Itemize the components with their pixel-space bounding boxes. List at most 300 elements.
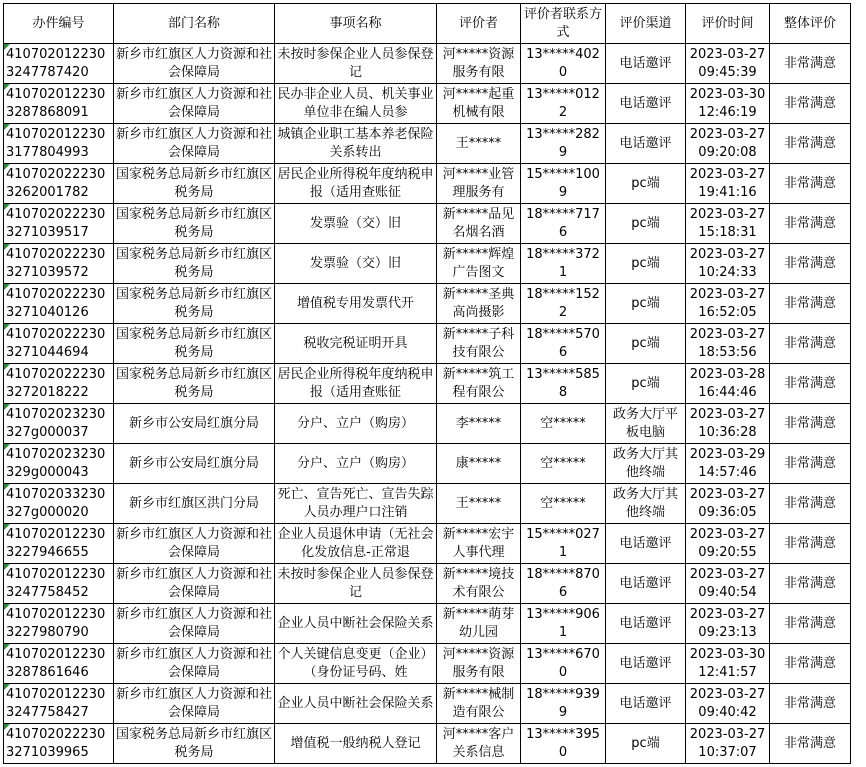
cell-channel-text: 电话邀评	[619, 615, 672, 631]
cell-channel[interactable]	[606, 444, 686, 484]
cell-evaluator[interactable]	[437, 124, 521, 164]
cell-id-text: 4107020122303247787420	[6, 46, 106, 80]
cell-contact[interactable]	[521, 444, 606, 484]
cell-time[interactable]	[686, 204, 770, 244]
cell-overall[interactable]	[770, 604, 851, 644]
cell-time[interactable]	[686, 124, 770, 164]
cell-channel[interactable]	[606, 164, 686, 204]
table-row[interactable]	[4, 284, 851, 324]
table-row[interactable]	[4, 604, 851, 644]
cell-dept-text: 新乡市红旗区人力资源和社会保障局	[115, 566, 272, 600]
cell-channel[interactable]	[606, 484, 686, 524]
cell-dept-text: 新乡市红旗区人力资源和社会保障局	[115, 46, 272, 80]
cell-id[interactable]	[4, 444, 114, 484]
cell-time[interactable]	[686, 524, 770, 564]
cell-evaluator[interactable]	[437, 484, 521, 524]
cell-id-text: 4107020122303287861646	[6, 646, 106, 680]
cell-item[interactable]	[275, 124, 437, 164]
cell-overall-text: 非常满意	[783, 375, 836, 391]
cell-time[interactable]	[686, 484, 770, 524]
cell-id-text: 4107020122303227980790	[6, 606, 106, 640]
cell-channel[interactable]	[606, 124, 686, 164]
cell-evaluator-text: 王*****	[455, 135, 502, 151]
cell-contact-text: 18*****3721	[526, 246, 600, 280]
cell-evaluator-text: 新*****筑工程有限公	[442, 366, 515, 400]
cell-time[interactable]	[686, 684, 770, 724]
cell-item[interactable]	[275, 284, 437, 324]
cell-dept[interactable]	[114, 404, 275, 444]
cell-channel[interactable]	[606, 284, 686, 324]
cell-time[interactable]	[686, 404, 770, 444]
cell-channel[interactable]	[606, 684, 686, 724]
cell-contact[interactable]	[521, 44, 606, 84]
cell-marker-icon	[4, 84, 10, 90]
cell-item-text: 发票验（交）旧	[309, 255, 401, 271]
cell-overall-text: 非常满意	[783, 335, 836, 351]
cell-id[interactable]	[4, 84, 114, 124]
cell-evaluator[interactable]	[437, 724, 521, 764]
cell-overall-text: 非常满意	[783, 495, 836, 511]
cell-evaluator-text: 新*****宏宇人事代理	[442, 526, 515, 560]
cell-id[interactable]	[4, 124, 114, 164]
cell-marker-icon	[4, 324, 10, 330]
cell-evaluator[interactable]	[437, 564, 521, 604]
cell-evaluator-text: 新*****圣典高尚摄影	[442, 286, 515, 320]
cell-id-text: 410702023230329g000043	[6, 446, 106, 480]
cell-overall-text: 非常满意	[783, 655, 836, 671]
cell-id[interactable]	[4, 604, 114, 644]
cell-overall[interactable]	[770, 284, 851, 324]
cell-overall[interactable]	[770, 444, 851, 484]
cell-evaluator[interactable]	[437, 324, 521, 364]
table-row[interactable]	[4, 484, 851, 524]
cell-item[interactable]	[275, 524, 437, 564]
evaluation-table	[3, 3, 851, 764]
cell-id-text: 4107020222303271044694	[6, 326, 106, 360]
cell-dept-text: 新乡市红旗区人力资源和社会保障局	[115, 526, 272, 560]
cell-channel-text: pc端	[631, 255, 660, 271]
cell-id-text: 4107020122303247758452	[6, 566, 106, 600]
cell-time[interactable]	[686, 564, 770, 604]
cell-item[interactable]	[275, 684, 437, 724]
cell-contact-text: 15*****0271	[526, 526, 600, 560]
cell-overall[interactable]	[770, 724, 851, 764]
cell-channel[interactable]	[606, 44, 686, 84]
cell-dept-text: 国家税务总局新乡市红旗区税务局	[115, 286, 272, 320]
cell-item[interactable]	[275, 244, 437, 284]
cell-item-text: 分户、立户（购房）	[296, 415, 414, 431]
cell-time[interactable]	[686, 44, 770, 84]
cell-item[interactable]	[275, 364, 437, 404]
cell-channel[interactable]	[606, 244, 686, 284]
cell-channel-text: pc端	[631, 295, 660, 311]
cell-overall-text: 非常满意	[783, 175, 836, 191]
cell-item-text: 税收完税证明开具	[303, 335, 408, 351]
cell-id[interactable]	[4, 524, 114, 564]
table-row[interactable]	[4, 164, 851, 204]
cell-contact[interactable]	[521, 404, 606, 444]
cell-channel-text: pc端	[631, 375, 660, 391]
table-row[interactable]	[4, 84, 851, 124]
table-row[interactable]	[4, 724, 851, 764]
cell-item-text: 发票验（交）旧	[309, 215, 401, 231]
cell-contact[interactable]	[521, 724, 606, 764]
cell-dept[interactable]	[114, 244, 275, 284]
cell-id[interactable]	[4, 204, 114, 244]
cell-overall[interactable]	[770, 364, 851, 404]
cell-overall[interactable]	[770, 684, 851, 724]
cell-overall-text: 非常满意	[783, 255, 836, 271]
cell-item[interactable]	[275, 204, 437, 244]
cell-overall[interactable]	[770, 404, 851, 444]
cell-item-text: 分户、立户（购房）	[296, 455, 414, 471]
cell-contact[interactable]	[521, 564, 606, 604]
cell-evaluator[interactable]	[437, 444, 521, 484]
cell-overall-text: 非常满意	[783, 135, 836, 151]
cell-dept[interactable]	[114, 84, 275, 124]
cell-evaluator-text: 康*****	[455, 455, 502, 471]
cell-evaluator-text: 新*****子科技有限公	[442, 326, 515, 360]
cell-evaluator-text: 新*****械制造有限公	[442, 686, 515, 720]
cell-contact[interactable]	[521, 244, 606, 284]
cell-item-text: 未按时参保企业人员参保登记	[277, 566, 434, 600]
cell-contact[interactable]	[521, 84, 606, 124]
cell-contact[interactable]	[521, 324, 606, 364]
cell-dept-text: 新乡市红旗区人力资源和社会保障局	[115, 86, 272, 120]
cell-evaluator[interactable]	[437, 284, 521, 324]
cell-dept[interactable]	[114, 44, 275, 84]
cell-item[interactable]	[275, 644, 437, 684]
cell-time-text: 2023-03-28 16:44:46	[689, 366, 766, 400]
cell-contact-text: 15*****1009	[526, 166, 600, 200]
table-row[interactable]	[4, 444, 851, 484]
cell-time-text: 2023-03-27 15:18:31	[689, 206, 766, 240]
cell-contact-text: 空*****	[540, 415, 586, 431]
cell-time[interactable]	[686, 164, 770, 204]
cell-contact-text: 13*****5858	[526, 366, 600, 400]
header-id[interactable]: 办件编号	[4, 4, 114, 44]
cell-marker-icon	[4, 724, 10, 730]
cell-contact-text: 空*****	[540, 495, 586, 511]
cell-id[interactable]	[4, 684, 114, 724]
cell-overall[interactable]	[770, 484, 851, 524]
cell-id-text: 4107020122303247758427	[6, 686, 106, 720]
cell-marker-icon	[4, 444, 10, 450]
cell-item[interactable]	[275, 604, 437, 644]
cell-dept-text: 新乡市红旗区人力资源和社会保障局	[115, 126, 272, 160]
cell-time-text: 2023-03-27 09:20:55	[689, 526, 766, 560]
cell-contact[interactable]	[521, 524, 606, 564]
table-row[interactable]	[4, 244, 851, 284]
cell-time-text: 2023-03-27 18:53:56	[689, 326, 766, 360]
cell-time-text: 2023-03-27 09:23:13	[689, 606, 766, 640]
cell-dept-text: 国家税务总局新乡市红旗区税务局	[115, 366, 272, 400]
cell-id[interactable]	[4, 364, 114, 404]
cell-marker-icon	[4, 44, 10, 50]
cell-dept[interactable]	[114, 204, 275, 244]
cell-item-text: 企业人员退休申请（无社会化发放信息-正常退	[277, 526, 434, 560]
cell-dept-text: 国家税务总局新乡市红旗区税务局	[115, 206, 272, 240]
cell-item[interactable]	[275, 444, 437, 484]
cell-evaluator[interactable]	[437, 164, 521, 204]
cell-overall[interactable]	[770, 244, 851, 284]
header-evaluator[interactable]: 评价者	[437, 4, 521, 44]
cell-marker-icon	[4, 244, 10, 250]
cell-channel-text: 电话邀评	[619, 655, 672, 671]
cell-item-text: 增值税一般纳税人登记	[290, 735, 421, 751]
cell-item-text: 居民企业所得税年度纳税申报（适用查账征	[277, 366, 434, 400]
cell-dept[interactable]	[114, 524, 275, 564]
cell-overall-text: 非常满意	[783, 535, 836, 551]
cell-time[interactable]	[686, 364, 770, 404]
cell-contact[interactable]	[521, 684, 606, 724]
cell-channel-text: 电话邀评	[619, 135, 672, 151]
cell-time-text: 2023-03-27 10:37:07	[689, 726, 766, 760]
cell-channel-text: 政务大厅平板电脑	[612, 406, 678, 440]
cell-dept-text: 新乡市红旗区人力资源和社会保障局	[115, 686, 272, 720]
header-contact[interactable]: 评价者联系方式	[521, 4, 606, 44]
cell-evaluator[interactable]	[437, 44, 521, 84]
cell-dept[interactable]	[114, 284, 275, 324]
table-row[interactable]	[4, 124, 851, 164]
cell-id-text: 4107020122303227946655	[6, 526, 106, 560]
cell-dept-text: 新乡市红旗区洪门分局	[128, 495, 259, 511]
cell-dept-text: 国家税务总局新乡市红旗区税务局	[115, 326, 272, 360]
cell-marker-icon	[4, 124, 10, 130]
cell-dept[interactable]	[114, 684, 275, 724]
cell-marker-icon	[4, 604, 10, 610]
cell-id[interactable]	[4, 244, 114, 284]
cell-channel-text: 电话邀评	[619, 575, 672, 591]
cell-dept[interactable]	[114, 364, 275, 404]
cell-contact[interactable]	[521, 124, 606, 164]
cell-time[interactable]	[686, 324, 770, 364]
cell-id[interactable]	[4, 724, 114, 764]
cell-channel-text: 政务大厅其他终端	[612, 486, 678, 520]
cell-evaluator[interactable]	[437, 84, 521, 124]
header-dept[interactable]: 部门名称	[114, 4, 275, 44]
cell-overall[interactable]	[770, 324, 851, 364]
cell-item[interactable]	[275, 164, 437, 204]
cell-dept-text: 国家税务总局新乡市红旗区税务局	[115, 246, 272, 280]
cell-channel-text: pc端	[631, 175, 660, 191]
cell-evaluator[interactable]	[437, 684, 521, 724]
cell-item[interactable]	[275, 84, 437, 124]
cell-evaluator[interactable]	[437, 204, 521, 244]
cell-evaluator-text: 河*****客户关系信息	[442, 726, 515, 760]
table-row[interactable]	[4, 684, 851, 724]
cell-dept[interactable]	[114, 124, 275, 164]
cell-marker-icon	[4, 204, 10, 210]
cell-time-text: 2023-03-27 10:24:33	[689, 246, 766, 280]
cell-channel[interactable]	[606, 724, 686, 764]
cell-evaluator-text: 新*****境技术有限公	[442, 566, 515, 600]
table-row[interactable]	[4, 644, 851, 684]
cell-dept-text: 新乡市公安局红旗分局	[128, 415, 259, 431]
cell-contact[interactable]	[521, 644, 606, 684]
cell-channel[interactable]	[606, 644, 686, 684]
cell-dept[interactable]	[114, 724, 275, 764]
cell-overall[interactable]	[770, 564, 851, 604]
cell-channel-text: pc端	[631, 735, 660, 751]
cell-marker-icon	[4, 564, 10, 570]
cell-id[interactable]	[4, 164, 114, 204]
cell-dept[interactable]	[114, 444, 275, 484]
cell-contact[interactable]	[521, 604, 606, 644]
cell-marker-icon	[4, 684, 10, 690]
cell-channel-text: 政务大厅其他终端	[612, 446, 678, 480]
cell-id[interactable]	[4, 324, 114, 364]
cell-dept-text: 新乡市红旗区人力资源和社会保障局	[115, 646, 272, 680]
cell-id-text: 4107020222303272018222	[6, 366, 106, 400]
cell-contact[interactable]	[521, 204, 606, 244]
cell-time-text: 2023-03-27 09:40:42	[689, 686, 766, 720]
cell-evaluator-text: 新*****辉煌广告图文	[442, 246, 515, 280]
cell-dept[interactable]	[114, 604, 275, 644]
cell-id[interactable]	[4, 404, 114, 444]
cell-channel[interactable]	[606, 404, 686, 444]
cell-channel[interactable]	[606, 324, 686, 364]
cell-evaluator[interactable]	[437, 524, 521, 564]
cell-item-text: 民办非企业人员、机关事业单位非在编人员参	[277, 86, 434, 120]
table-row[interactable]	[4, 564, 851, 604]
cell-time-text: 2023-03-27 09:45:39	[689, 46, 766, 80]
cell-channel[interactable]	[606, 524, 686, 564]
cell-time[interactable]	[686, 444, 770, 484]
cell-time[interactable]	[686, 244, 770, 284]
cell-overall[interactable]	[770, 164, 851, 204]
cell-overall-text: 非常满意	[783, 415, 836, 431]
cell-item[interactable]	[275, 564, 437, 604]
table-row[interactable]	[4, 204, 851, 244]
cell-overall-text: 非常满意	[783, 55, 836, 71]
cell-item[interactable]	[275, 324, 437, 364]
cell-contact-text: 18*****1522	[526, 286, 600, 320]
cell-overall[interactable]	[770, 124, 851, 164]
cell-contact[interactable]	[521, 284, 606, 324]
cell-time-text: 2023-03-27 10:36:28	[689, 406, 766, 440]
cell-channel[interactable]	[606, 204, 686, 244]
cell-item-text: 增值税专用发票代开	[296, 295, 414, 311]
cell-evaluator-text: 新*****品见名烟名酒	[442, 206, 515, 240]
cell-overall[interactable]	[770, 644, 851, 684]
cell-id-text: 4107020222303262001782	[6, 166, 106, 200]
cell-time[interactable]	[686, 644, 770, 684]
cell-id-text: 4107020222303271040126	[6, 286, 106, 320]
cell-dept-text: 新乡市公安局红旗分局	[128, 455, 259, 471]
cell-evaluator-text: 河*****资源服务有限	[442, 646, 515, 680]
cell-time-text: 2023-03-27 09:40:54	[689, 566, 766, 600]
cell-channel-text: 电话邀评	[619, 535, 672, 551]
table-row[interactable]	[4, 324, 851, 364]
cell-contact[interactable]	[521, 164, 606, 204]
cell-dept[interactable]	[114, 564, 275, 604]
cell-overall-text: 非常满意	[783, 615, 836, 631]
table-row[interactable]	[4, 404, 851, 444]
cell-evaluator-text: 李*****	[455, 415, 502, 431]
cell-item[interactable]	[275, 44, 437, 84]
cell-time-text: 2023-03-27 09:20:08	[689, 126, 766, 160]
cell-overall-text: 非常满意	[783, 455, 836, 471]
cell-evaluator[interactable]	[437, 244, 521, 284]
header-item[interactable]: 事项名称	[275, 4, 437, 44]
cell-channel-text: 电话邀评	[619, 95, 672, 111]
cell-dept[interactable]	[114, 484, 275, 524]
cell-time-text: 2023-03-27 16:52:05	[689, 286, 766, 320]
cell-time-text: 2023-03-30 12:41:57	[689, 646, 766, 680]
cell-id-text: 4107020122303287868091	[6, 86, 106, 120]
cell-item[interactable]	[275, 724, 437, 764]
cell-contact-text: 13*****0122	[526, 86, 600, 120]
cell-id[interactable]	[4, 644, 114, 684]
cell-item-text: 城镇企业职工基本养老保险关系转出	[277, 126, 434, 160]
cell-time[interactable]	[686, 604, 770, 644]
cell-item[interactable]	[275, 484, 437, 524]
cell-evaluator[interactable]	[437, 404, 521, 444]
cell-channel[interactable]	[606, 604, 686, 644]
cell-contact-text: 18*****9399	[526, 686, 600, 720]
cell-overall[interactable]	[770, 44, 851, 84]
cell-contact-text: 13*****4020	[526, 46, 600, 80]
cell-id[interactable]	[4, 484, 114, 524]
cell-contact-text: 18*****7176	[526, 206, 600, 240]
cell-overall[interactable]	[770, 204, 851, 244]
header-overall[interactable]: 整体评价	[770, 4, 851, 44]
cell-dept-text: 国家税务总局新乡市红旗区税务局	[115, 166, 272, 200]
cell-overall[interactable]	[770, 84, 851, 124]
cell-channel[interactable]	[606, 564, 686, 604]
cell-marker-icon	[4, 164, 10, 170]
table-row[interactable]	[4, 524, 851, 564]
cell-evaluator[interactable]	[437, 644, 521, 684]
cell-item[interactable]	[275, 404, 437, 444]
cell-channel[interactable]	[606, 84, 686, 124]
cell-id[interactable]	[4, 44, 114, 84]
cell-evaluator[interactable]	[437, 364, 521, 404]
cell-dept[interactable]	[114, 324, 275, 364]
cell-item-text: 企业人员中断社会保险关系	[277, 695, 434, 711]
header-channel[interactable]: 评价渠道	[606, 4, 686, 44]
cell-id-text: 410702023230327g000037	[6, 406, 106, 440]
cell-item-text: 个人关键信息变更（企业）（身份证号码、姓	[277, 646, 434, 680]
cell-contact-text: 空*****	[540, 455, 586, 471]
cell-id[interactable]	[4, 284, 114, 324]
cell-id[interactable]	[4, 564, 114, 604]
table-row[interactable]	[4, 44, 851, 84]
cell-overall[interactable]	[770, 524, 851, 564]
cell-contact[interactable]	[521, 364, 606, 404]
cell-overall-text: 非常满意	[783, 215, 836, 231]
cell-time-text: 2023-03-27 09:36:05	[689, 486, 766, 520]
cell-channel-text: 电话邀评	[619, 695, 672, 711]
header-time[interactable]: 评价时间	[686, 4, 770, 44]
cell-dept[interactable]	[114, 164, 275, 204]
cell-evaluator[interactable]	[437, 604, 521, 644]
cell-time[interactable]	[686, 284, 770, 324]
cell-dept[interactable]	[114, 644, 275, 684]
table-row[interactable]	[4, 364, 851, 404]
cell-evaluator-text: 新*****萌芽幼儿园	[442, 606, 515, 640]
cell-channel[interactable]	[606, 364, 686, 404]
cell-contact-text: 18*****8706	[526, 566, 600, 600]
cell-contact[interactable]	[521, 484, 606, 524]
cell-id-text: 4107020122303177804993	[6, 126, 106, 160]
cell-time[interactable]	[686, 724, 770, 764]
cell-overall-text: 非常满意	[783, 95, 836, 111]
cell-time[interactable]	[686, 84, 770, 124]
cell-dept-text: 新乡市红旗区人力资源和社会保障局	[115, 606, 272, 640]
cell-time-text: 2023-03-30 12:46:19	[689, 86, 766, 120]
